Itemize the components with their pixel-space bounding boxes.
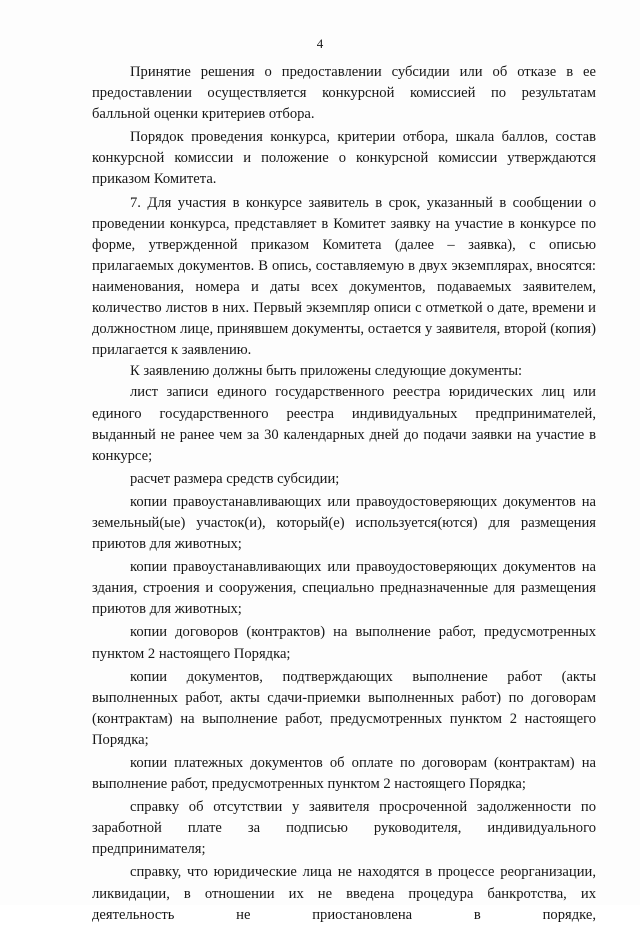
page-number: 4 bbox=[316, 36, 324, 51]
list-item: копии правоустанавливающих или правоудостоверяющих документов на здания, строения и сооружения, специально предназначенные для размещения приютов для животных; bbox=[92, 559, 596, 618]
list-item: лист записи единого государственного реестра юридических лиц или единого государственного реестра индивидуальных предпринимателей, выданный не ранее чем за 30 календарных дней до подачи заявки на участие в конкурсе; bbox=[92, 384, 596, 464]
list-item: копии платежных документов об оплате по договорам (контрактам) на выполнение работ, предусмотренных пунктом 2 настоящего Порядка; bbox=[92, 755, 596, 793]
paragraph: Порядок проведения конкурса, критерии отбора, шкала баллов, состав конкурсной комиссии и положение о конкурсной комиссии утверждаются приказом Комитета. bbox=[92, 129, 596, 188]
list-item: копии документов, подтверждающих выполнение работ (акты выполненных работ, акты сдачи-приемки выполненных работ) по договорам (контрактам) на выполнение работ, предусмотренных пунктом 2 настоящего Порядка; bbox=[92, 668, 596, 748]
list-item: копии правоустанавливающих или правоудостоверяющих документов на земельный(ые) участок(и), который(е) используется(ются) для размещения приютов для животных; bbox=[92, 493, 596, 553]
list-item: справку об отсутствии у заявителя просроченной задолженности по заработной плате за подписью руководителя, индивидуального предпринимателя; bbox=[92, 799, 596, 858]
list-item: копии договоров (контрактов) на выполнение работ, предусмотренных пунктом 2 настоящего Порядка; bbox=[92, 624, 596, 662]
list-item: справку, что юридические лица не находятся в процессе реорганизации, ликвидации, в отношении их не введена процедура банкротства, их деятельность не приостановлена в порядке, bbox=[92, 864, 596, 923]
paragraph: 7. Для участия в конкурсе заявитель в срок, указанный в сообщении о проведении конкурса, представляет в Комитет заявку на участие в конкурсе по форме, утвержденной приказом Комитета (далее – заявка), с описью прилагаемых документов. В опись, составляемую в двух экземплярах, вносятся: наименования, номера и даты всех документов, подаваемых заявителем, количество листов в них. Первый экземпляр описи с отметкой о дате, времени и должностном лице, принявшем документы, остается у заявителя, второй (копия) прилагается к заявлению. bbox=[92, 194, 596, 359]
list-item: расчет размера средств субсидии; bbox=[130, 470, 340, 487]
paragraph: К заявлению должны быть приложены следующие документы: bbox=[130, 363, 523, 380]
paragraph: Принятие решения о предоставлении субсидии или об отказе в ее предоставлении осуществляется конкурсной комиссией по результатам балльной оценки критериев отбора. bbox=[92, 64, 596, 123]
document-body bbox=[92, 62, 596, 926]
